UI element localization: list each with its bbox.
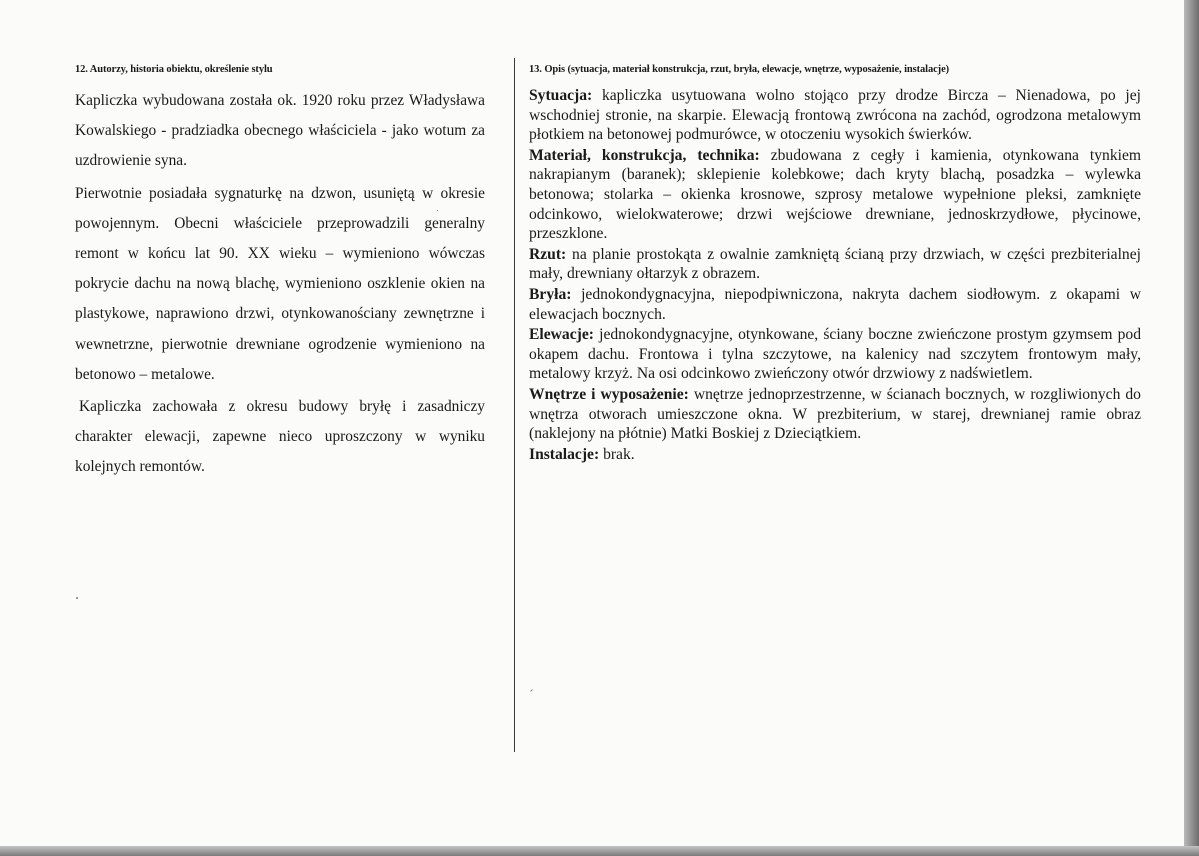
massing-label: Bryła:: [529, 285, 572, 303]
description-massing: [529, 285, 1141, 324]
scan-edge-right: [1184, 0, 1199, 856]
installations-text: brak.: [599, 445, 635, 463]
description-situation: [529, 86, 1141, 145]
interior-text: wnętrze jednoprzestrzenne, w ścianach bocznych, w rozgliwionych do wnętrza otworach umieszczone okna. W prezbiterium, w starej, drewnianej ramie obraz (naklejony na płótnie) Matki Boskiej z Dzieciątkiem.: [529, 385, 1141, 443]
elevations-text: jednokondygnacyjne, otynkowane, ściany boczne zwieńczone prostym gzymsem pod okapem dachu. Frontowa i tylna szczytowe, na kalenicy nad szczytem frontowym mały, metalowy krzyż. Na osi odcinkowo zwieńczony otwór drzwiowy z nadświetlem.: [529, 326, 1141, 383]
material-label: Materiał, konstrukcja, technika:: [529, 146, 760, 164]
section-13-heading: 13. Opis (sytuacja, materiał konstrukcja, rzut, bryła, elewacje, wnętrze, wyposażenie, instalacje): [529, 64, 950, 75]
situation-label: Sytuacja:: [529, 87, 593, 104]
situation-text: kapliczka usytuowana wolno stojąco przy drodze Bircza – Nienadowa, po jej wschodniej stronie, na skarpie. Elewacją frontową zwrócona na zachód, ogrodzona metalowym płotkiem na betonowej podmurówce, w otoczeniu wysokich świerków.: [529, 87, 1141, 144]
section-12-heading: 12. Autorzy, historia obiektu, określenie stylu: [75, 64, 273, 75]
description-elevations: [529, 325, 1141, 384]
scan-edge-bottom: [0, 846, 1199, 856]
interior-label: Wnętrze i wyposażenie:: [529, 385, 689, 403]
history-paragraph-1: Kapliczka wybudowana została ok. 1920 roku przez Władysława Kowalskiego - pradziadka obecnego właściciela - jako wotum za uzdrowienie syna.: [75, 92, 485, 170]
description-interior: [529, 385, 1141, 444]
scan-speck: [437, 210, 438, 211]
description-installations: [529, 445, 1141, 465]
massing-text: jednokondygnacyjna, niepodpiwniczona, nakryta dachem siodłowym. z okapami w elewacjach bocznych.: [529, 285, 1141, 323]
installations-label: Instalacje:: [529, 445, 600, 463]
plan-text: na planie prostokąta z owalnie zamkniętą ścianą przy drzwiach, w części prezbiterialnej mały, drewniany ołtarzyk z obrazem.: [529, 245, 1141, 283]
scan-speck: [76, 597, 78, 599]
column-divider: [514, 58, 515, 752]
description-plan: [529, 245, 1141, 284]
material-text: zbudowana z cegły i kamienia, otynkowana tynkiem nakrapianym (baranek); sklepienie kolebkowe; dach kryty blachą, posadzka – wylewka betonowa; stolarka – okienka krosnowe, szprosy metalowe wypełnione pleksi, zamknięte odcinkowo, wielokwaterowe; drzwi wejściowe drewniane, jednoskrzydłowe, płycinowe, przeszklone.: [529, 146, 1142, 243]
description-material: [529, 146, 1141, 244]
section-12-column: [75, 64, 485, 485]
history-paragraph-2: Pierwotnie posiadała sygnaturkę na dzwon, usuniętą w okresie powojennym. Obecni właściciele przeprowadzili generalny remont w końcu lat 90. XX wieku – wymieniono wówczas pokrycie dachu na nową blachę, wymieniono oszklenie okien na plastykowe, naprawiono drzwi, otynkowanościany zewnętrzne i wewnetrzne, pierwotnie drewniane ogrodzenie wymieniono na betonowo – metalowe.: [75, 184, 485, 383]
history-paragraph-3: Kapliczka zachowała z okresu budowy bryłę i zasadniczy charakter elewacji, zapewne nieco uproszczony w wyniku kolejnych remontów.: [75, 398, 485, 476]
plan-label: Rzut:: [529, 245, 567, 263]
section-13-column: [529, 64, 1141, 465]
elevations-label: Elewacje:: [529, 326, 594, 344]
scan-speck: [530, 689, 533, 692]
